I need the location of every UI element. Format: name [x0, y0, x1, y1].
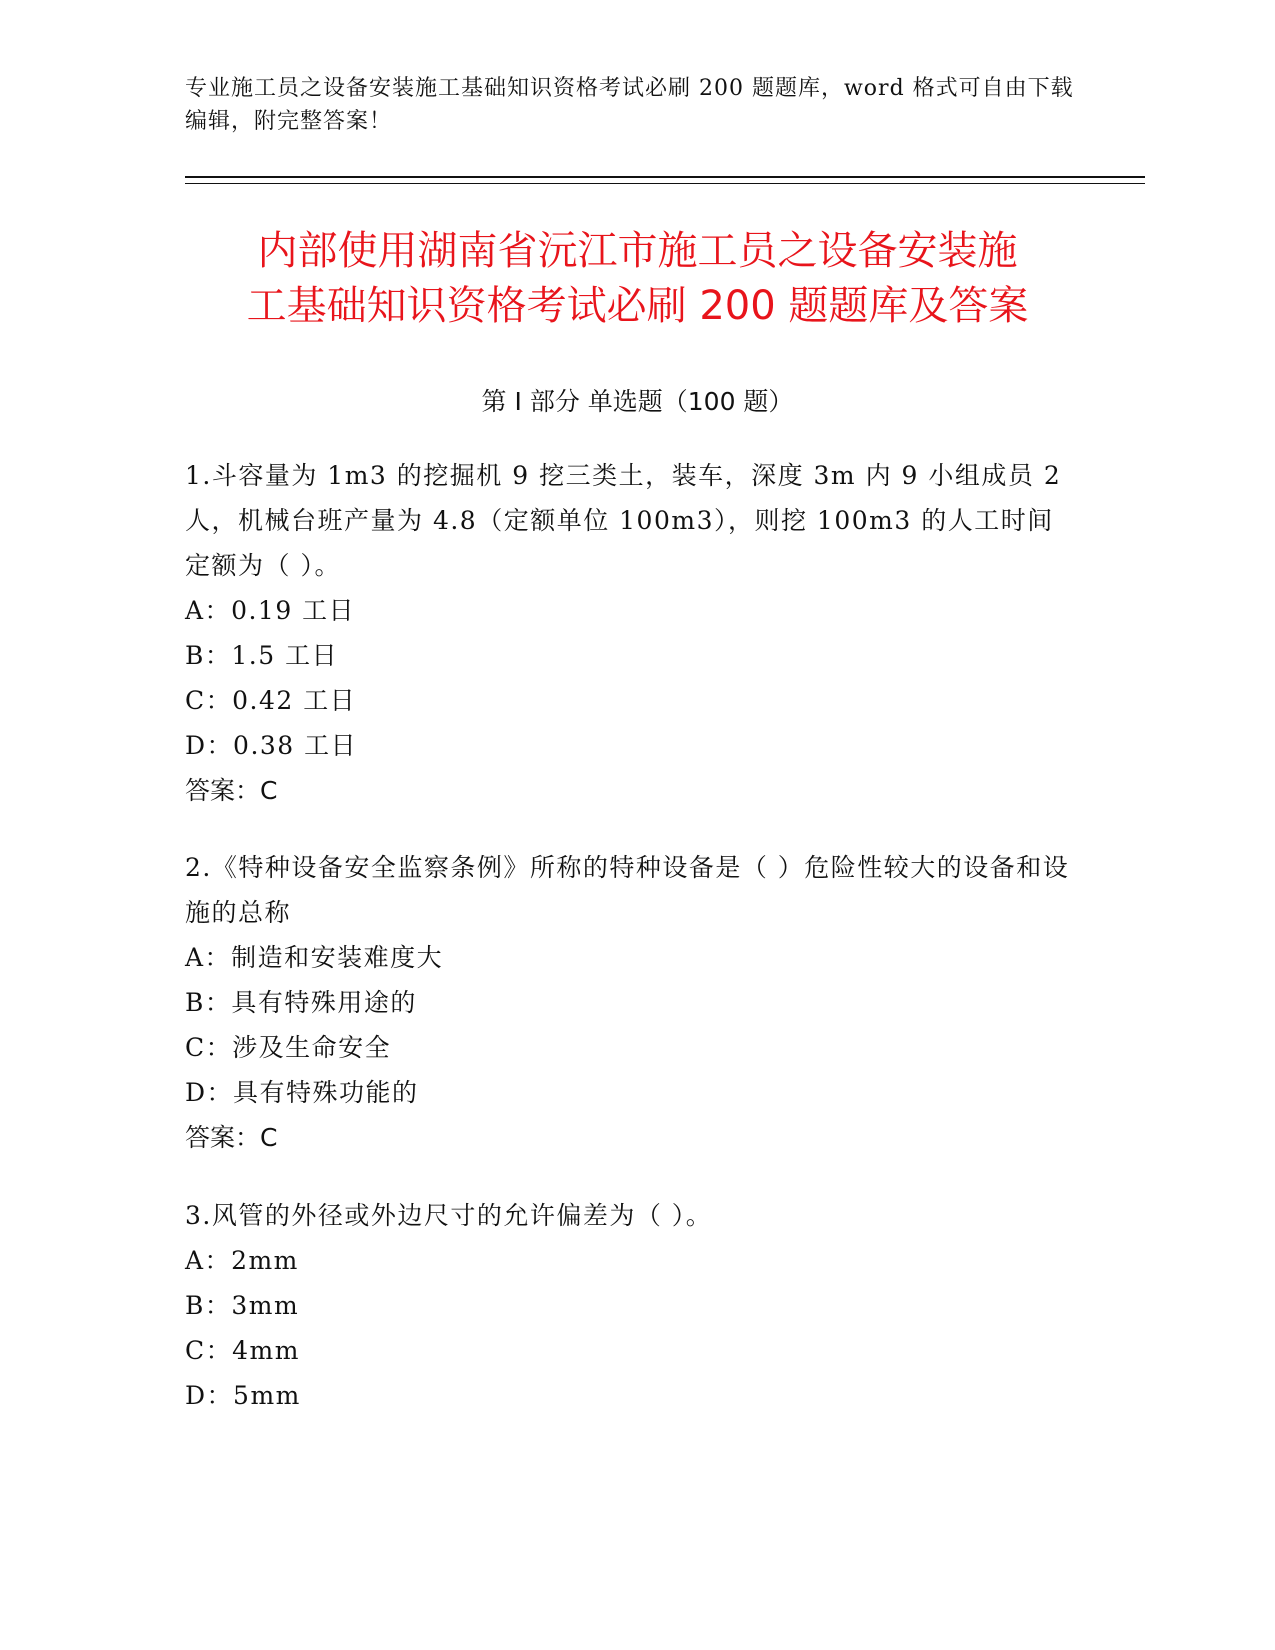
option-b — [185, 633, 1075, 678]
option-letter: A： — [185, 943, 232, 972]
option-text: 0.19 工日 — [231, 596, 356, 625]
option-letter: A： — [185, 596, 232, 625]
document-title — [160, 224, 1115, 334]
option-d — [185, 723, 1075, 768]
question-3 — [185, 1193, 1075, 1418]
option-letter: C： — [185, 1033, 233, 1062]
option-letter: A： — [185, 1246, 232, 1275]
option-c — [185, 678, 1075, 723]
option-text: 具有特殊用途的 — [231, 988, 417, 1017]
option-b — [185, 1283, 1075, 1328]
option-letter: B： — [185, 1291, 232, 1320]
option-c — [185, 1328, 1075, 1373]
option-letter: B： — [185, 988, 232, 1017]
option-letter: D： — [185, 1078, 234, 1107]
option-text: 具有特殊功能的 — [233, 1078, 419, 1107]
option-d — [185, 1070, 1075, 1115]
option-b — [185, 980, 1075, 1025]
header-rule-thick — [185, 176, 1145, 178]
question-stem: 2.《特种设备安全监察条例》所称的特种设备是（ ）危险性较大的设备和设施的总称 — [185, 853, 1070, 927]
section-heading: 第 I 部分 单选题（100 题） — [481, 387, 794, 416]
option-a — [185, 588, 1075, 633]
header-rule-thin — [185, 183, 1145, 184]
option-text: 3mm — [231, 1291, 300, 1320]
option-text: 制造和安装难度大 — [231, 943, 444, 972]
question-1 — [185, 453, 1075, 813]
option-c — [185, 1025, 1075, 1070]
question-2 — [185, 845, 1075, 1160]
option-text: 4mm — [232, 1336, 300, 1365]
option-letter: B： — [185, 641, 232, 670]
answer-line: 答案：C — [185, 776, 278, 805]
option-text: 涉及生命安全 — [232, 1033, 392, 1062]
option-text: 2mm — [231, 1246, 299, 1275]
option-letter: D： — [185, 1381, 234, 1410]
title-line-2: 工基础知识资格考试必刷 200 题题库及答案 — [246, 283, 1029, 329]
option-text: 0.38 工日 — [233, 731, 358, 760]
option-text: 1.5 工日 — [231, 641, 339, 670]
answer-line: 答案：C — [185, 1123, 278, 1152]
option-letter: C： — [185, 686, 233, 715]
question-stem: 1.斗容量为 1m3 的挖掘机 9 挖三类土，装车，深度 3m 内 9 小组成员 2 人，机械台班产量为 4.8（定额单位 100m3），则挖 100m3 的人工时间定额为（ ）。 — [185, 461, 1062, 580]
header-note: 专业施工员之设备安装施工基础知识资格考试必刷 200 题题库，word 格式可自由下载编辑，附完整答案！ — [185, 76, 1074, 134]
option-a — [185, 935, 1075, 980]
title-line-1: 内部使用湖南省沅江市施工员之设备安装施 — [257, 228, 1018, 274]
option-letter: D： — [185, 731, 234, 760]
option-d — [185, 1373, 1075, 1418]
option-letter: C： — [185, 1336, 233, 1365]
option-text: 5mm — [233, 1381, 301, 1410]
option-text: 0.42 工日 — [232, 686, 357, 715]
question-stem: 3.风管的外径或外边尺寸的允许偏差为（ ）。 — [185, 1201, 713, 1230]
option-a — [185, 1238, 1075, 1283]
